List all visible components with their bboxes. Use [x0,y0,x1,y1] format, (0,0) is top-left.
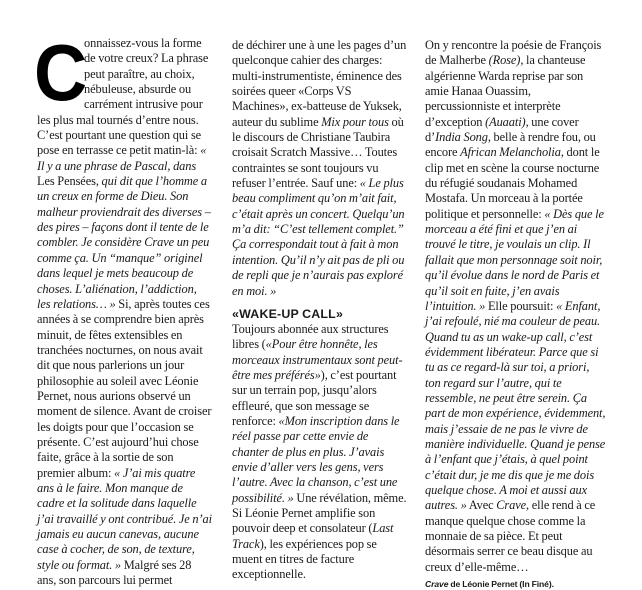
quote: « Le plus beau compliment qu’on m’ait fait, c’était après un concert. Quelqu’un m’a dit: “C’est tellement complet.” Ça correspondait tout à fait à mon intention. Qu’il n’y ait pas de pli ou de repli que je n’aurais pas exploré en moi. » [232,176,405,298]
book-title: Les Pensées, [37,174,99,189]
quote: «Pour être honnête, les morceaux instrumentaux sont peut-être mes préférés» [232,337,403,382]
credit-artist: de Léonie Pernet (In Finé). [448,579,554,590]
article-column-3 [425,38,607,590]
body-text: Avec [468,498,494,513]
body-text: Malgré ses 28 ans, son parcours lui permet [37,557,192,588]
body-text: Elle poursuit: [487,298,554,313]
album-credit [425,578,607,590]
paragraph [34,28,212,588]
body-text: ), les expériences pop se muent en titres de facture exceptionnelle. [232,536,377,582]
body-text: On y rencontre la poésie de François de Malherbe [425,38,602,68]
body-text: , belle à rendre fou, ou encore [425,130,596,160]
credit-album: Crave [425,579,449,590]
track-title: (Auaati) [485,114,526,129]
quote: « Dès que le morceau a été fini et que j’en ai trouvé le titre, je voulais un clip. Il fallait que mon personnage soit noir, qu’il évolue dans le nord de Paris et qu’il soit en fuite, j’en avais l’intuition. » [425,206,604,313]
body-text: Si, après toutes ces années à se comprendre bien après minuit, de fêtes extensibles en tranchées nocturnes, on nous avait dit que nous parlerions un jour philosophie au soleil avec Léonie Pernet, nous aurions observé un moment de silence. Avant de croiser les doigts pour que l’occasion se présente. C’est aujourd’hui chose faite, grâce à la sortie de son premier album: [37,296,212,480]
track-title: Last Track [232,521,394,551]
article-column-2 [232,38,407,583]
body-text: ), c’est pourtant sur un terrain pop, jusqu’alors effleuré, que son message se renforce: [232,367,397,428]
paragraph [232,38,407,299]
paragraph [425,38,607,575]
body-text: où le discours de Christiane Taubira croisait Scratch Massive… Toutes contraintes se sont toujours vu refuser l’entrée. Sauf une: [232,114,404,191]
body-text: , la chanteuse algérienne Warda reprise par son amie Hanaa Ouassim, percussionniste et interprète d’exception [425,53,586,129]
body-text: de déchirer une à une les pages d’un quelconque cahier des charges: multi-instrumentiste, éminence des soirées queer «Corps VS Machines», ex-batteuse de Yuksek, auteur du sublime [232,38,407,129]
quote: qui dit que l’homme a un creux en forme de Dieu. Son malheur proviendrait des diverses – des pires – façons dont il tente de le combler. Je considère Crave un peu comme ça. Un “manque” originel dans lequel je mets beaucoup de choses. L’aliénation, l’addiction, les relations… » [37,174,211,311]
paragraph [232,322,407,583]
body-text: , une cover d’ [425,114,579,145]
album-title: Crave [496,498,527,513]
body-text: , elle rend à ce manque quelque chose comme la monnaie de sa pièce. Et peut désormais serrer ce beau disque au creux d’elle-même… [425,498,596,574]
quote: « J’ai mis quatre ans à le faire. Mon manque de cadre et la solitude dans laquelle j’ai travaillé y ont contribué. Je n’ai jamais eu aucun canevas, aucune case à cocher, de son, de texture, style ou format. » [37,465,212,572]
article-column-1 [34,28,212,588]
album-title: Mix pour tous [321,114,389,129]
quote: « Enfant, j’ai refoulé, nié ma couleur de peau. Quand tu as un wake-up call, c’est évidemment libérateur. Parce que si tu as ce regard-là sur toi, a priori, ton regard sur l’autre, qui te ressemble, ne peut être serein. Ça part de mon expérience, évidemment, mais j’essaie de ne pas le vivre de manière individuelle. Quand je pense à l’enfant que j’étais, à quel point c’était dur, je me dis que je me dois quelque chose. A moi et aussi aux autres. » [425,298,606,513]
body-text: Une révélation, même. Si Léonie Pernet amplifie son pouvoir deep et consolateur ( [232,490,407,536]
track-title: African Melancholia [460,145,561,160]
body-text: , dont le clip met en scène la course nocturne du réfugié soudanais Mohamed Mostafa. Un morceau à la portée politique et personnelle: [425,145,600,221]
track-title: India Song [435,130,488,145]
quote: « Il y a une phrase de Pascal, dans [37,143,207,173]
quote: «Mon inscription dans le réel passe par cette envie de chanter de plus en plus. J’avais envie d’aller vers les gens, vers l’autre. Avec la chanson, c’est une possibilité. » [232,413,400,505]
track-title: (Rose) [488,53,521,68]
drop-cap: C [34,28,88,117]
intro-text: onnaissez-vous la forme de votre creux? La phrase peut paraître, au choix, nébuleuse, absurde ou carrément intrusive pour les plus mal tournés d’entre nous. C’est pourtant une question qui se pose en terrasse ce petit matin-là: [37,36,209,158]
section-heading: «WAKE-UP CALL» [232,306,344,321]
body-text: Toujours abonnée aux structures libres ( [232,321,389,352]
